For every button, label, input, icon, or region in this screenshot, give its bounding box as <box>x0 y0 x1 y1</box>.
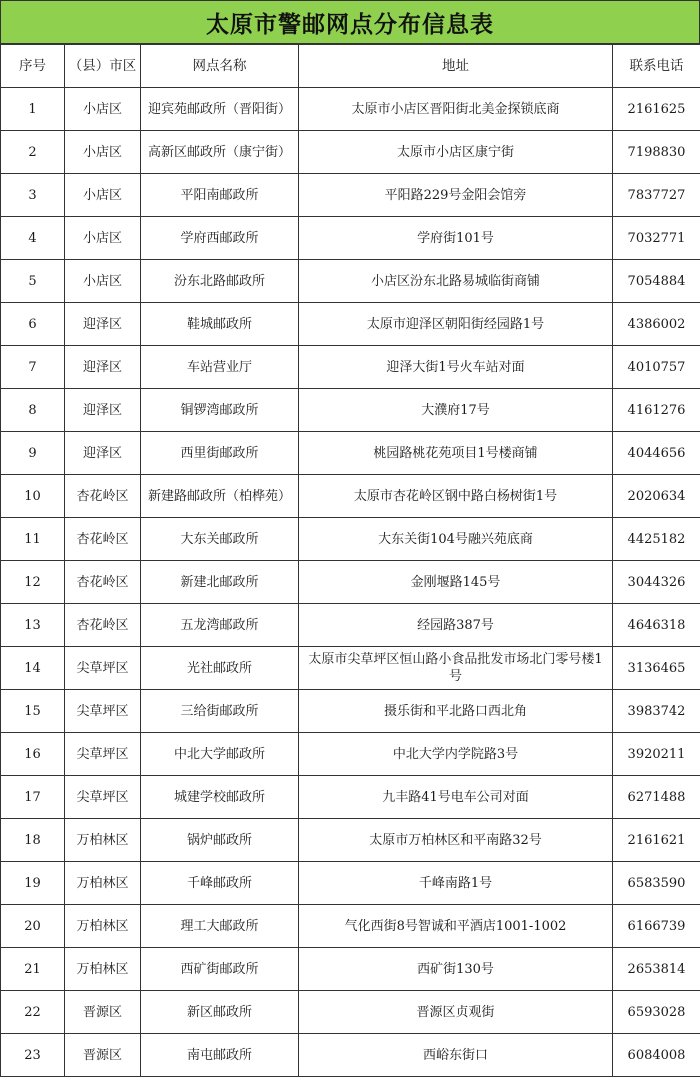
cell-name: 迎宾苑邮政所（晋阳街） <box>141 88 299 131</box>
cell-district: 万柏林区 <box>65 905 141 948</box>
table-body <box>1 88 700 1077</box>
cell-address: 太原市万柏林区和平南路32号 <box>299 819 613 862</box>
cell-phone: 2020634 <box>613 475 700 518</box>
cell-phone: 3983742 <box>613 690 700 733</box>
table-row <box>1 303 700 346</box>
cell-name: 高新区邮政所（康宁街） <box>141 131 299 174</box>
cell-district: 迎泽区 <box>65 303 141 346</box>
cell-no: 18 <box>1 819 65 862</box>
table-row <box>1 389 700 432</box>
cell-address: 金刚堰路145号 <box>299 561 613 604</box>
cell-district: 万柏林区 <box>65 819 141 862</box>
cell-phone: 3920211 <box>613 733 700 776</box>
cell-district: 小店区 <box>65 260 141 303</box>
cell-no: 8 <box>1 389 65 432</box>
cell-district: 尖草坪区 <box>65 776 141 819</box>
cell-district: 杏花岭区 <box>65 518 141 561</box>
table-row <box>1 733 700 776</box>
cell-district: 小店区 <box>65 131 141 174</box>
table-row <box>1 217 700 260</box>
cell-name: 新建路邮政所（柏桦苑） <box>141 475 299 518</box>
cell-no: 23 <box>1 1034 65 1077</box>
cell-address: 平阳路229号金阳会馆旁 <box>299 174 613 217</box>
cell-name: 新区邮政所 <box>141 991 299 1034</box>
cell-no: 17 <box>1 776 65 819</box>
cell-no: 15 <box>1 690 65 733</box>
table-row <box>1 1034 700 1077</box>
cell-district: 迎泽区 <box>65 346 141 389</box>
header-district: （县）市区 <box>65 45 141 88</box>
header-name: 网点名称 <box>141 45 299 88</box>
header-no: 序号 <box>1 45 65 88</box>
cell-address: 太原市小店区晋阳街北美金探锁底商 <box>299 88 613 131</box>
cell-district: 尖草坪区 <box>65 690 141 733</box>
cell-district: 万柏林区 <box>65 948 141 991</box>
cell-phone: 4161276 <box>613 389 700 432</box>
cell-phone: 6271488 <box>613 776 700 819</box>
cell-no: 12 <box>1 561 65 604</box>
cell-district: 小店区 <box>65 88 141 131</box>
cell-phone: 2161621 <box>613 819 700 862</box>
cell-phone: 4044656 <box>613 432 700 475</box>
table-row <box>1 131 700 174</box>
table-row <box>1 518 700 561</box>
cell-name: 锅炉邮政所 <box>141 819 299 862</box>
cell-phone: 4386002 <box>613 303 700 346</box>
cell-phone: 4425182 <box>613 518 700 561</box>
cell-address: 桃园路桃花苑项目1号楼商铺 <box>299 432 613 475</box>
cell-phone: 6583590 <box>613 862 700 905</box>
cell-district: 杏花岭区 <box>65 561 141 604</box>
cell-name: 鞋城邮政所 <box>141 303 299 346</box>
header-address: 地址 <box>299 45 613 88</box>
cell-name: 车站营业厅 <box>141 346 299 389</box>
cell-district: 杏花岭区 <box>65 604 141 647</box>
cell-name: 大东关邮政所 <box>141 518 299 561</box>
cell-no: 9 <box>1 432 65 475</box>
cell-phone: 6084008 <box>613 1034 700 1077</box>
cell-phone: 2653814 <box>613 948 700 991</box>
cell-phone: 4646318 <box>613 604 700 647</box>
cell-name: 新建北邮政所 <box>141 561 299 604</box>
cell-address: 中北大学内学院路3号 <box>299 733 613 776</box>
cell-district: 晋源区 <box>65 991 141 1034</box>
cell-no: 2 <box>1 131 65 174</box>
cell-name: 千峰邮政所 <box>141 862 299 905</box>
cell-phone: 7837727 <box>613 174 700 217</box>
cell-phone: 4010757 <box>613 346 700 389</box>
cell-no: 1 <box>1 88 65 131</box>
cell-address: 学府街101号 <box>299 217 613 260</box>
table-row <box>1 819 700 862</box>
cell-phone: 7032771 <box>613 217 700 260</box>
cell-name: 铜锣湾邮政所 <box>141 389 299 432</box>
cell-address: 西峪东街口 <box>299 1034 613 1077</box>
cell-no: 4 <box>1 217 65 260</box>
cell-no: 14 <box>1 647 65 690</box>
header-row <box>1 45 700 88</box>
cell-address: 小店区汾东北路易城临街商铺 <box>299 260 613 303</box>
cell-address: 气化西街8号智诚和平酒店1001-1002 <box>299 905 613 948</box>
table-row <box>1 991 700 1034</box>
table-row <box>1 862 700 905</box>
cell-district: 迎泽区 <box>65 389 141 432</box>
table-row <box>1 690 700 733</box>
cell-name: 南屯邮政所 <box>141 1034 299 1077</box>
cell-name: 汾东北路邮政所 <box>141 260 299 303</box>
table-title: 太原市警邮网点分布信息表 <box>0 0 700 44</box>
table-row <box>1 948 700 991</box>
cell-name: 理工大邮政所 <box>141 905 299 948</box>
cell-no: 5 <box>1 260 65 303</box>
cell-no: 19 <box>1 862 65 905</box>
cell-no: 7 <box>1 346 65 389</box>
cell-district: 小店区 <box>65 174 141 217</box>
cell-name: 西里街邮政所 <box>141 432 299 475</box>
cell-district: 尖草坪区 <box>65 733 141 776</box>
cell-address: 大濮府17号 <box>299 389 613 432</box>
table-row <box>1 776 700 819</box>
cell-phone: 2161625 <box>613 88 700 131</box>
table-row <box>1 88 700 131</box>
cell-address: 太原市杏花岭区钢中路白杨树街1号 <box>299 475 613 518</box>
cell-address: 摄乐街和平北路口西北角 <box>299 690 613 733</box>
cell-no: 22 <box>1 991 65 1034</box>
cell-name: 城建学校邮政所 <box>141 776 299 819</box>
cell-name: 学府西邮政所 <box>141 217 299 260</box>
cell-address: 大东关街104号融兴苑底商 <box>299 518 613 561</box>
table-row <box>1 432 700 475</box>
cell-address: 太原市迎泽区朝阳街经园路1号 <box>299 303 613 346</box>
post-office-table <box>0 44 700 1077</box>
cell-address: 经园路387号 <box>299 604 613 647</box>
cell-district: 迎泽区 <box>65 432 141 475</box>
cell-no: 3 <box>1 174 65 217</box>
cell-phone: 3044326 <box>613 561 700 604</box>
cell-name: 西矿街邮政所 <box>141 948 299 991</box>
cell-phone: 6166739 <box>613 905 700 948</box>
cell-address: 迎泽大街1号火车站对面 <box>299 346 613 389</box>
cell-phone: 3136465 <box>613 647 700 690</box>
cell-address: 太原市小店区康宁街 <box>299 131 613 174</box>
header-phone: 联系电话 <box>613 45 700 88</box>
cell-no: 21 <box>1 948 65 991</box>
cell-name: 中北大学邮政所 <box>141 733 299 776</box>
cell-name: 五龙湾邮政所 <box>141 604 299 647</box>
cell-district: 晋源区 <box>65 1034 141 1077</box>
table-row <box>1 346 700 389</box>
cell-address: 太原市尖草坪区恒山路小食品批发市场北门零号楼1号 <box>299 647 613 690</box>
cell-address: 千峰南路1号 <box>299 862 613 905</box>
cell-phone: 6593028 <box>613 991 700 1034</box>
cell-phone: 7054884 <box>613 260 700 303</box>
cell-address: 九丰路41号电车公司对面 <box>299 776 613 819</box>
cell-no: 13 <box>1 604 65 647</box>
cell-name: 三给街邮政所 <box>141 690 299 733</box>
cell-name: 平阳南邮政所 <box>141 174 299 217</box>
table-row <box>1 647 700 690</box>
cell-district: 杏花岭区 <box>65 475 141 518</box>
cell-no: 11 <box>1 518 65 561</box>
table-row <box>1 260 700 303</box>
cell-no: 6 <box>1 303 65 346</box>
table-row <box>1 905 700 948</box>
cell-district: 尖草坪区 <box>65 647 141 690</box>
cell-address: 晋源区贞观街 <box>299 991 613 1034</box>
cell-no: 10 <box>1 475 65 518</box>
cell-no: 16 <box>1 733 65 776</box>
table-row <box>1 561 700 604</box>
cell-no: 20 <box>1 905 65 948</box>
cell-address: 西矿街130号 <box>299 948 613 991</box>
cell-district: 小店区 <box>65 217 141 260</box>
cell-district: 万柏林区 <box>65 862 141 905</box>
table-row <box>1 174 700 217</box>
cell-name: 光社邮政所 <box>141 647 299 690</box>
cell-phone: 7198830 <box>613 131 700 174</box>
table-row <box>1 475 700 518</box>
table-row <box>1 604 700 647</box>
